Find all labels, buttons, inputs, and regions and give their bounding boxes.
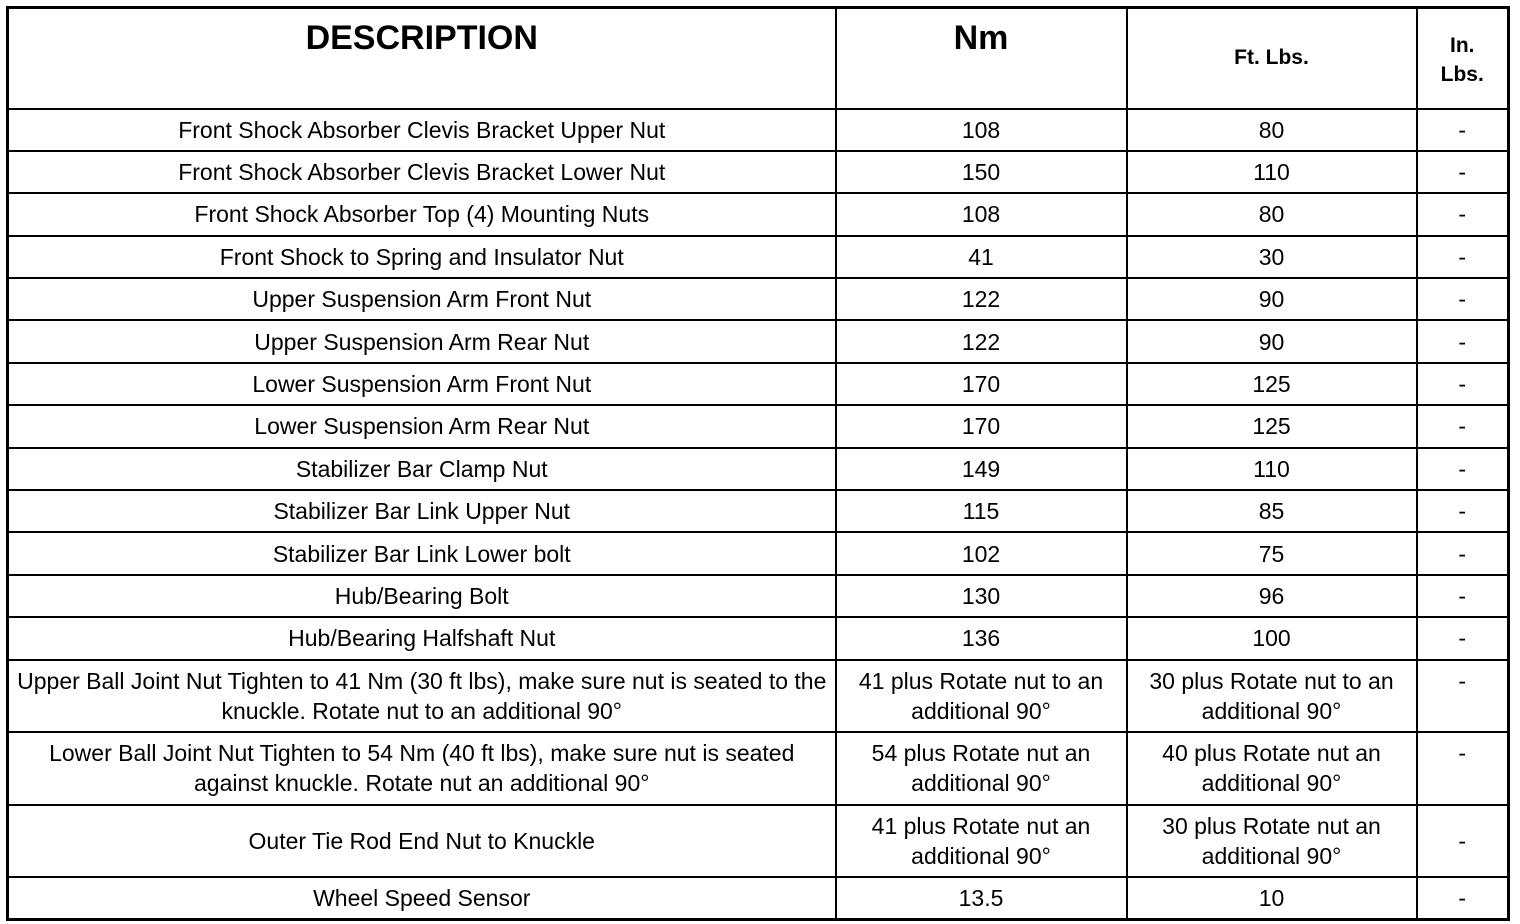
cell-nm: 54 plus Rotate nut an additional 90° <box>836 732 1127 805</box>
cell-nm: 130 <box>836 575 1127 617</box>
cell-nm: 41 plus Rotate nut to an additional 90° <box>836 660 1127 733</box>
cell-description: Lower Suspension Arm Front Nut <box>8 363 836 405</box>
cell-in-lbs: - <box>1417 236 1509 278</box>
cell-description: Front Shock Absorber Clevis Bracket Upper Nut <box>8 109 836 151</box>
table-row <box>8 660 1509 733</box>
cell-in-lbs: - <box>1417 805 1509 878</box>
torque-spec-sheet <box>6 6 1507 921</box>
cell-ft-lbs: 125 <box>1127 363 1417 405</box>
cell-description: Outer Tie Rod End Nut to Knuckle <box>8 805 836 878</box>
cell-description: Stabilizer Bar Clamp Nut <box>8 448 836 490</box>
table-row <box>8 109 1509 151</box>
cell-ft-lbs: 80 <box>1127 109 1417 151</box>
cell-in-lbs: - <box>1417 448 1509 490</box>
table-row <box>8 448 1509 490</box>
cell-ft-lbs: 96 <box>1127 575 1417 617</box>
cell-ft-lbs: 110 <box>1127 151 1417 193</box>
table-row <box>8 805 1509 878</box>
cell-ft-lbs: 10 <box>1127 877 1417 919</box>
table-row <box>8 363 1509 405</box>
header-in-lbs-line1: In. <box>1450 34 1475 57</box>
cell-nm: 150 <box>836 151 1127 193</box>
cell-in-lbs: - <box>1417 405 1509 447</box>
cell-nm: 122 <box>836 320 1127 362</box>
cell-in-lbs: - <box>1417 575 1509 617</box>
cell-description: Stabilizer Bar Link Upper Nut <box>8 490 836 532</box>
cell-ft-lbs: 90 <box>1127 320 1417 362</box>
cell-description: Front Shock to Spring and Insulator Nut <box>8 236 836 278</box>
cell-description: Hub/Bearing Bolt <box>8 575 836 617</box>
cell-ft-lbs: 80 <box>1127 193 1417 235</box>
header-description: DESCRIPTION <box>8 8 836 109</box>
table-row <box>8 278 1509 320</box>
cell-in-lbs: - <box>1417 490 1509 532</box>
cell-in-lbs: - <box>1417 532 1509 574</box>
cell-nm: 122 <box>836 278 1127 320</box>
cell-nm: 108 <box>836 193 1127 235</box>
cell-in-lbs: - <box>1417 732 1509 805</box>
header-nm: Nm <box>836 8 1127 109</box>
cell-in-lbs: - <box>1417 877 1509 919</box>
cell-description: Lower Suspension Arm Rear Nut <box>8 405 836 447</box>
table-row <box>8 193 1509 235</box>
cell-in-lbs: - <box>1417 320 1509 362</box>
cell-in-lbs: - <box>1417 109 1509 151</box>
cell-nm: 41 plus Rotate nut an additional 90° <box>836 805 1127 878</box>
table-row <box>8 575 1509 617</box>
cell-ft-lbs: 110 <box>1127 448 1417 490</box>
cell-ft-lbs: 30 <box>1127 236 1417 278</box>
cell-in-lbs: - <box>1417 363 1509 405</box>
cell-nm: 170 <box>836 363 1127 405</box>
cell-ft-lbs: 125 <box>1127 405 1417 447</box>
cell-nm: 170 <box>836 405 1127 447</box>
cell-in-lbs: - <box>1417 151 1509 193</box>
table-header-row <box>8 8 1509 109</box>
table-row <box>8 490 1509 532</box>
cell-nm: 115 <box>836 490 1127 532</box>
cell-nm: 41 <box>836 236 1127 278</box>
cell-ft-lbs: 30 plus Rotate nut to an additional 90° <box>1127 660 1417 733</box>
table-row <box>8 617 1509 659</box>
cell-description: Wheel Speed Sensor <box>8 877 836 919</box>
cell-description: Front Shock Absorber Clevis Bracket Lower Nut <box>8 151 836 193</box>
cell-in-lbs: - <box>1417 278 1509 320</box>
cell-description: Upper Suspension Arm Front Nut <box>8 278 836 320</box>
cell-ft-lbs: 75 <box>1127 532 1417 574</box>
cell-ft-lbs: 85 <box>1127 490 1417 532</box>
cell-ft-lbs: 90 <box>1127 278 1417 320</box>
cell-description: Upper Ball Joint Nut Tighten to 41 Nm (30 ft lbs), make sure nut is seated to the knuckle. Rotate nut to an additional 90° <box>8 660 836 733</box>
cell-in-lbs: - <box>1417 617 1509 659</box>
cell-description: Upper Suspension Arm Rear Nut <box>8 320 836 362</box>
cell-ft-lbs: 100 <box>1127 617 1417 659</box>
torque-spec-table <box>6 6 1510 921</box>
table-row <box>8 732 1509 805</box>
cell-nm: 149 <box>836 448 1127 490</box>
table-row <box>8 405 1509 447</box>
cell-nm: 13.5 <box>836 877 1127 919</box>
table-row <box>8 151 1509 193</box>
cell-ft-lbs: 40 plus Rotate nut an additional 90° <box>1127 732 1417 805</box>
table-row <box>8 320 1509 362</box>
cell-ft-lbs: 30 plus Rotate nut an additional 90° <box>1127 805 1417 878</box>
table-row <box>8 236 1509 278</box>
header-in-lbs-line2: Lbs. <box>1440 63 1484 86</box>
cell-in-lbs: - <box>1417 193 1509 235</box>
cell-description: Stabilizer Bar Link Lower bolt <box>8 532 836 574</box>
header-in-lbs <box>1417 8 1509 109</box>
cell-in-lbs: - <box>1417 660 1509 733</box>
cell-description: Hub/Bearing Halfshaft Nut <box>8 617 836 659</box>
cell-nm: 108 <box>836 109 1127 151</box>
table-row <box>8 532 1509 574</box>
cell-nm: 102 <box>836 532 1127 574</box>
cell-description: Front Shock Absorber Top (4) Mounting Nuts <box>8 193 836 235</box>
table-row <box>8 877 1509 919</box>
cell-description: Lower Ball Joint Nut Tighten to 54 Nm (40 ft lbs), make sure nut is seated against knuckle. Rotate nut an additional 90° <box>8 732 836 805</box>
cell-nm: 136 <box>836 617 1127 659</box>
header-ft-lbs: Ft. Lbs. <box>1127 8 1417 109</box>
